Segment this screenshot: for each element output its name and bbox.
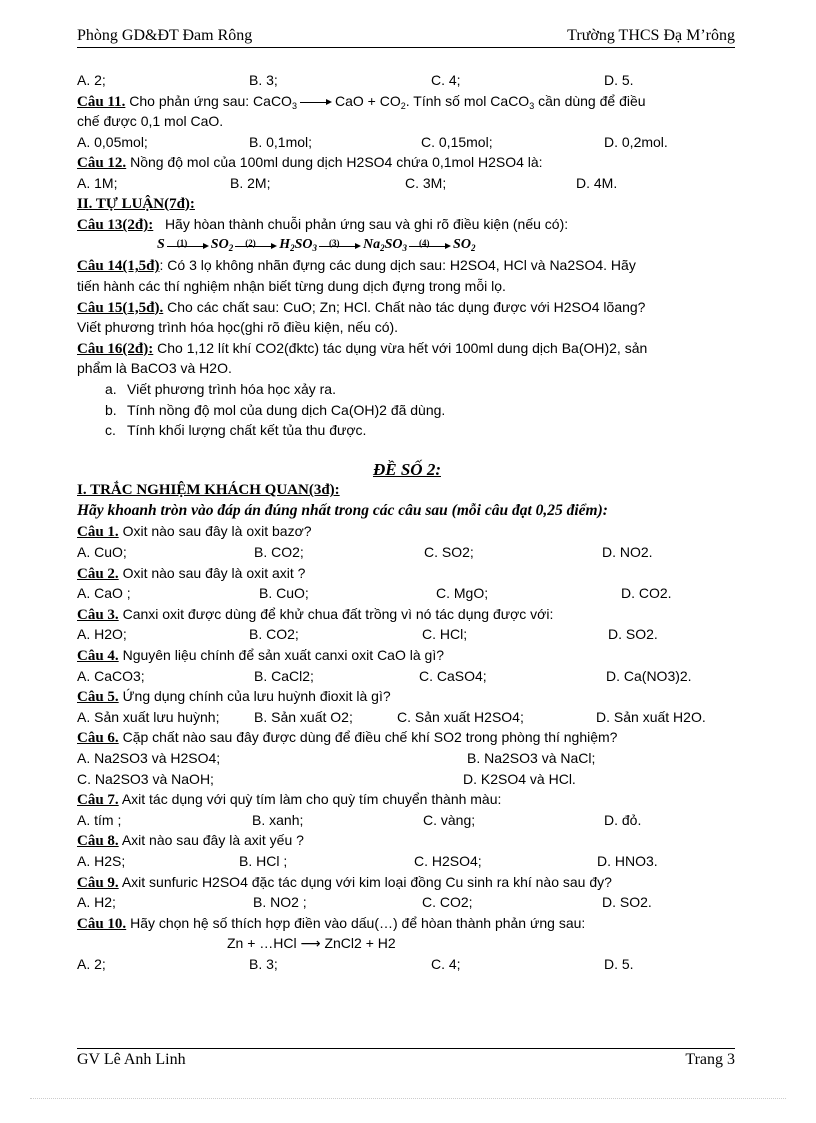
text-span [77,872,737,893]
text-span: A. H2O; [77,626,127,643]
header-left: Phòng GD&ĐT Đam Rông [77,27,253,44]
text-span: D. SO2. [602,894,652,911]
text-span: B. xanh; [252,811,304,828]
mc-question [77,521,737,562]
list-item [105,420,737,441]
text-span: (1) [176,237,188,248]
reaction-chain: S (1) $SO_2$ (2) $H_2SO_3$ (3) $Na_2SO_3$ (4) $SO_2$ [77,235,737,256]
text-span [77,686,737,707]
header-right: Trường THCS Đạ M’rông [567,27,735,44]
text-span: C. H2SO4; [414,852,482,869]
question-text: Nồng độ mol của 100ml dung dịch H2SO4 chứa 0,1mol H2SO4 là: [130,154,543,171]
text-span [77,542,737,563]
mc-question [77,563,737,604]
text-span: A. H2S; [77,852,126,869]
text-span: B. CO2; [249,626,299,643]
arrow-icon [300,98,332,106]
q14-line2: tiến hành các thí nghiệm nhận biết từng dung dịch đựng trong mỗi lọ. [77,277,506,294]
q16-line [77,338,737,359]
q15-line2: Viết phương trình hóa học(ghi rõ điều kiện, nếu có). [77,319,399,336]
q15-line [77,297,737,318]
page-header [77,27,735,48]
text-span: A. 2; [77,955,106,972]
mc-question [77,913,737,975]
option: B. 2M; [230,174,271,191]
text-span: Oxit nào sau đây là oxit bazơ? [122,523,312,540]
text-span: C. Na2SO3 và NaOH; [77,770,214,787]
q16-line2: phẩm là BaCO3 và H2O. [77,360,232,377]
text-span: Câu 2. [77,565,119,582]
text-span: D. 5. [604,955,634,972]
text-span: Viết phương trình hóa học xảy ra. [127,380,336,397]
text-span: D. Ca(NO3)2. [606,667,692,684]
text-span: C. MgO; [436,585,489,602]
text-span: B. CaCl2; [254,667,314,684]
option: C. 4; [431,72,461,88]
section-heading: I. TRẮC NGHIỆM KHÁCH QUAN(3đ): [77,482,340,499]
q11-line2: chế được 0,1 mol CaO. [77,113,224,130]
text-span: D. NO2. [602,544,653,561]
text-span [77,769,737,790]
text-span: (3) [329,237,340,248]
question-text: cần dùng để điều [538,92,646,109]
section-heading: II. TỰ LUẬN(7đ): [77,195,195,212]
text-span: C. HCl; [422,626,468,643]
mc-question [77,789,737,830]
text-span [77,563,737,584]
text-span [77,727,737,748]
text-span: C. 4; [431,955,461,972]
text-span [77,954,737,975]
text-span: A. tím ; [77,811,122,828]
text-span: Câu 9. [77,874,119,891]
text-span: Câu 5. [77,689,119,706]
text-span: C. SO2; [424,544,474,561]
text-span: (4) [419,237,430,248]
mc-question [77,727,737,789]
text-span: C. CaSO4; [419,667,487,684]
text-span: Hãy chọn hệ số thích hợp điền vào dấu(…) để hòan thành phản ứng sau: [130,914,586,931]
text-span: Canxi oxit được dùng để khử chua đất trồng vì nó tác dụng được với: [122,605,554,622]
text-span: Câu 8. [77,833,119,850]
text-span: D. Sản xuất H2O. [596,708,706,725]
option: B. 3; [249,72,278,88]
text-span [77,810,737,831]
option: A. 2; [77,72,106,88]
arrow-icon [319,239,361,251]
mc-question [77,686,737,727]
list-item [105,379,737,400]
text-span: Axit sunfuric H2SO4 đặc tác dụng với kim loại đồng Cu sinh ra khí nào sau đy? [121,873,612,890]
text-span: A. CaCO3; [77,667,145,684]
text-span: D. K2SO4 và HCl. [463,770,576,787]
q16-subitems [77,379,737,441]
text-span: D. CO2. [621,585,672,602]
text-span [77,892,737,913]
q12-options [77,173,737,194]
text-span: A. CuO; [77,544,127,561]
text-span: a. [105,380,117,397]
mc-question [77,604,737,645]
text-span [77,707,737,728]
equation: Zn + …HCl ⟶ ZnCl2 + H2 [227,935,396,952]
q12-line [77,152,737,173]
q14-line [77,255,737,276]
arrow-icon [235,239,277,251]
arrow-icon [167,239,209,251]
question-text: : Có 3 lọ không nhãn đựng các dung dịch sau: H2SO4, HCl và Na2SO4. Hãy [159,257,636,274]
question-text: Hãy hòan thành chuỗi phản ứng sau và ghi rõ điều kiện (nếu có): [164,216,569,233]
exam-title: ĐỀ SỐ 2: [372,459,441,479]
text-span: Cặp chất nào sau đây được dùng để điều chế khí SO2 trong phòng thí nghiệm? [122,729,618,746]
text-span [77,624,737,645]
text-span: Câu 4. [77,648,119,665]
text-span: Câu 7. [77,792,119,809]
question-label: Câu 14(1,5đ) [77,258,160,275]
page-content [77,70,737,975]
text-span: B. CO2; [254,544,304,561]
q10-options [77,70,737,91]
instruction: Hãy khoanh tròn vào đáp án đúng nhất trong các câu sau (mỗi câu đạt 0,25 điểm): [77,501,608,519]
option: D. 0,2mol. [604,133,668,150]
option: C. 3M; [405,174,447,191]
option: A. 1M; [77,174,118,191]
text-span [77,521,737,542]
text-span: Oxit nào sau đây là oxit axit ? [122,564,306,581]
footer-left: GV Lê Anh Linh [77,1051,186,1068]
text-span: Câu 1. [77,524,119,541]
text-span: Câu 6. [77,730,119,747]
page-divider [30,1098,786,1099]
question-label: Câu 12. [77,155,127,172]
question-text: Cho phản ứng sau: [129,92,250,109]
text-span: B. NO2 ; [253,894,307,911]
page-number: Trang 3 [685,1051,735,1068]
text-span: B. HCl ; [239,852,288,869]
text-span: D. HNO3. [597,852,658,869]
page-footer [77,1048,735,1071]
question-label: Câu 15(1,5đ). [77,299,164,316]
list-item [105,400,737,421]
text-span: D. SO2. [608,626,658,643]
text-span: A. CaO ; [77,585,131,602]
text-span [77,645,737,666]
text-span: A. H2; [77,894,116,911]
text-span: Câu 10. [77,915,127,932]
question-label: Câu 11. [77,93,126,110]
question-label: Câu 16(2đ): [77,340,154,357]
question-text: Cho 1,12 lít khí CO2(đktc) tác dụng vừa hết với 100ml dung dịch Ba(OH)2, sản [157,339,648,356]
text-span: D. đỏ. [604,811,642,828]
text-span: Axit tác dụng với quỳ tím làm cho quỳ tím chuyển thành màu: [121,791,502,808]
text-span: Tính khối lượng chất kết tủa thu được. [127,422,367,439]
text-span: B. Na2SO3 và NaCl; [467,750,596,766]
question-text: Cho các chất sau: CuO; Zn; HCl. Chất nào tác dụng được với H2SO4 lõang? [167,298,646,315]
text-span [77,666,737,687]
text-span: Ứng dụng chính của lưu huỳnh đioxit là gì? [122,688,391,705]
question-text: Tính số mol CaCO [413,92,530,109]
text-span [77,851,737,872]
arrow-icon [409,239,451,251]
question-label: Câu 13(2đ): [77,217,154,234]
text-span: B. Sản xuất O2; [254,708,353,725]
text-span: C. vàng; [423,811,476,828]
text-span [77,789,737,810]
mc-question [77,830,737,871]
text-span: Tính nồng độ mol của dung dịch Ca(OH)2 đã dùng. [127,401,446,418]
text-span: (2) [245,237,256,248]
text-span: b. [105,401,117,418]
text-span: B. 3; [249,955,278,972]
text-span: C. Sản xuất H2SO4; [397,708,524,725]
option: C. 0,15mol; [421,133,493,150]
option: A. 0,05mol; [77,133,148,150]
mc-question [77,645,737,686]
option: B. 0,1mol; [249,133,313,150]
text-span [77,913,737,934]
text-span: Axit nào sau đây là axit yếu ? [121,832,304,849]
option: D. 4M. [576,174,618,191]
text-span [77,604,737,625]
text-span: A. Na2SO3 và H2SO4; [77,750,221,766]
text-span [77,830,737,851]
q11-line: Câu 11. Cho phản ứng sau: CaCO$_3$ CaO + $CO_2$. Tính số mol CaCO$_3$ cần dùng để điều [77,92,646,111]
text-span [77,748,737,769]
text-span [77,441,737,460]
text-span: Nguyên liệu chính để sản xuất canxi oxit CaO là gì? [122,647,444,664]
text-span: C. CO2; [422,894,473,911]
text-span: B. CuO; [259,585,309,602]
q11-options [77,132,737,153]
text-span: A. Sản xuất lưu huỳnh; [77,708,220,725]
text-span [77,583,737,604]
mc-question [77,872,737,913]
option: D. 5. [604,72,634,88]
text-span: c. [105,422,116,439]
text-span: Câu 3. [77,606,119,623]
